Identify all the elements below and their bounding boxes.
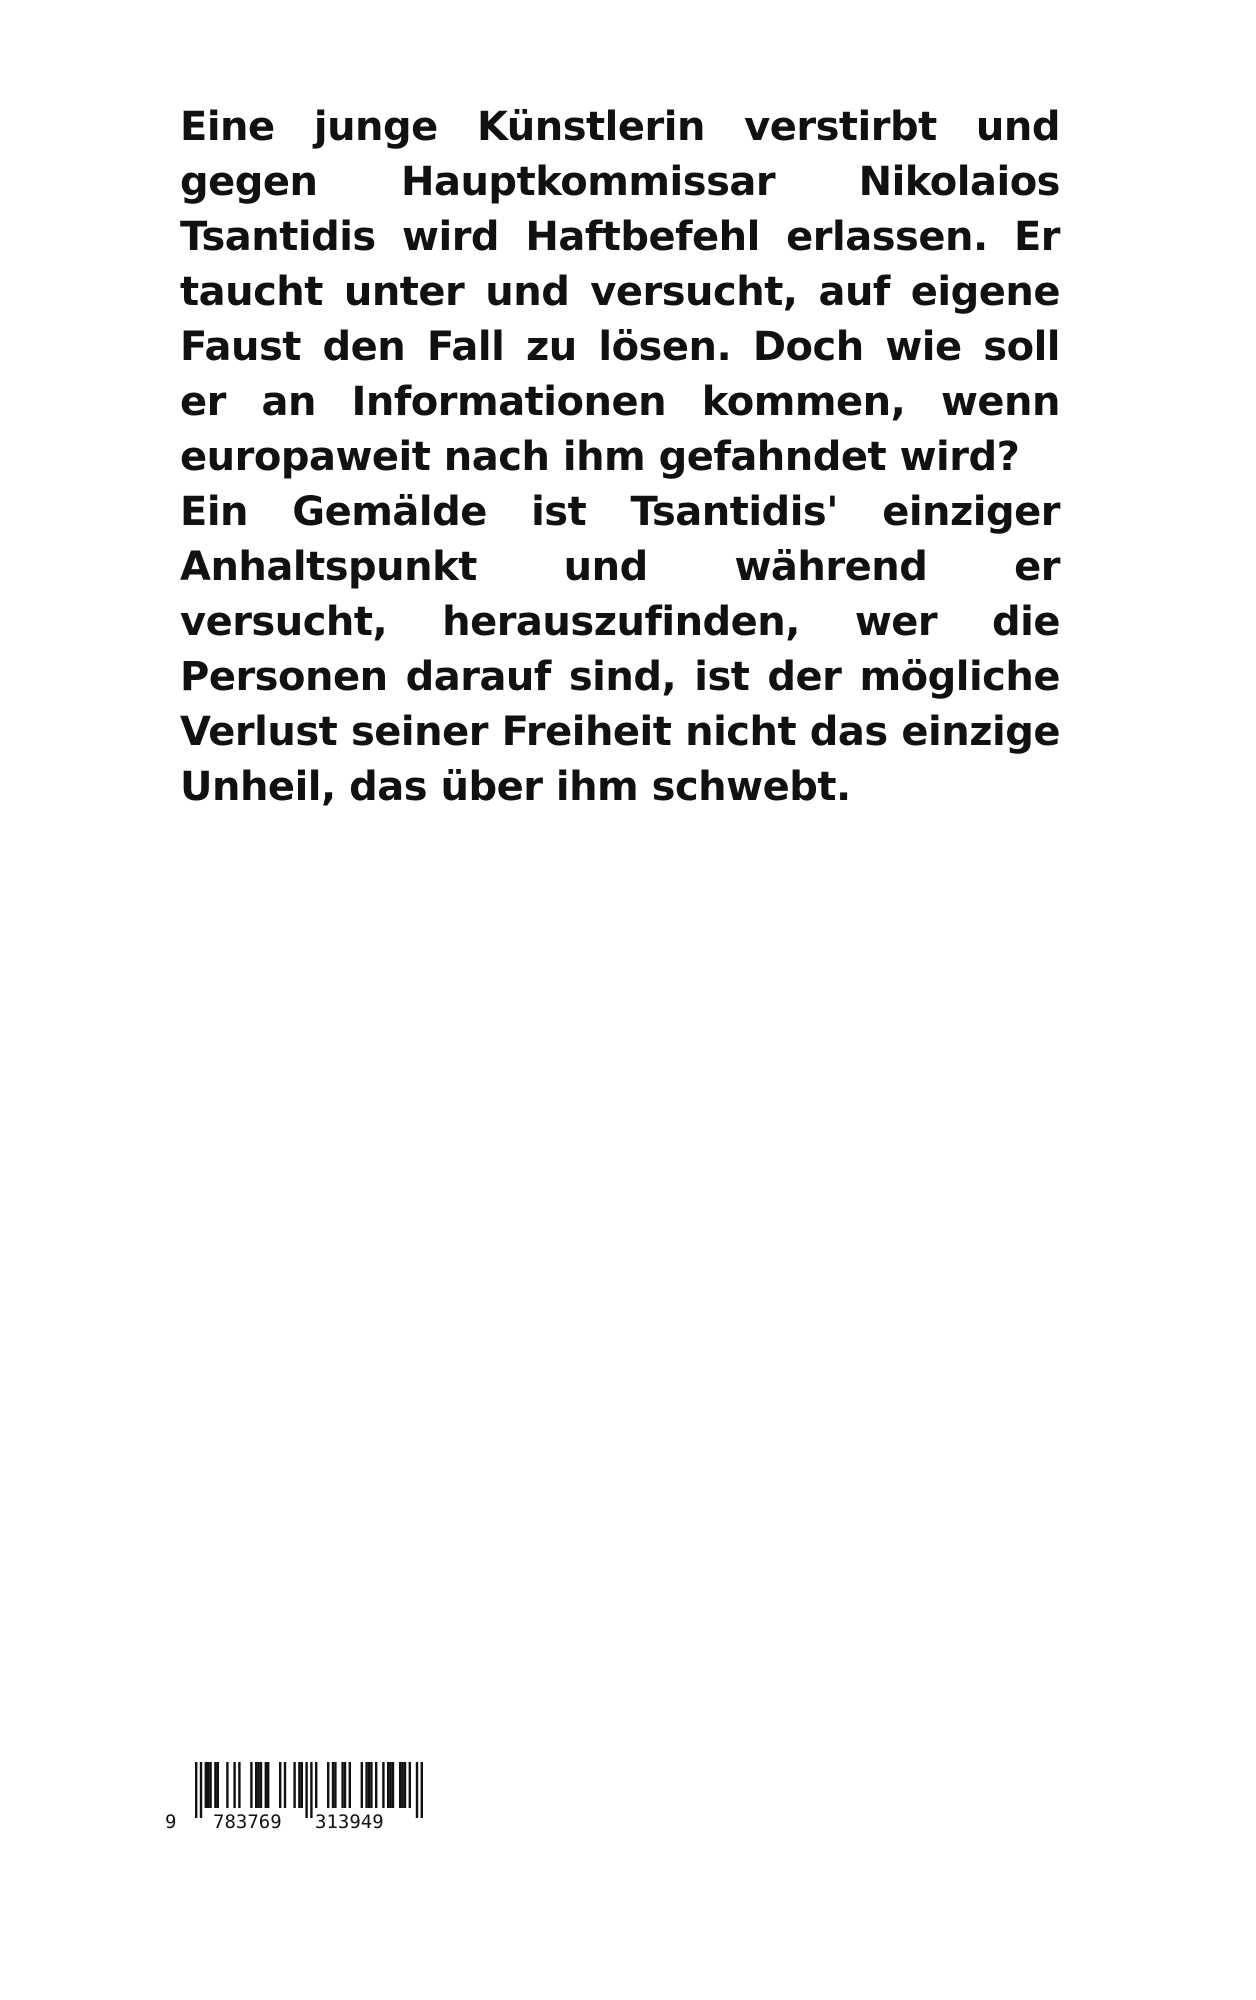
blurb-paragraph-1: Eine junge Künstlerin verstirbt und gegen Hauptkommissar Nikolaios Tsantidis wird Haftbefehl erlassen. Er taucht unter und versucht, auf eigene Faust den Fall zu lösen. Doch wie soll er an Informationen kommen, wenn europaweit nach ihm gefahndet wird?: [180, 104, 1060, 480]
barcode-bar: [284, 1762, 286, 1808]
barcode-bar: [265, 1762, 267, 1808]
barcode-bar: [207, 1762, 209, 1808]
barcode-bar: [399, 1762, 401, 1808]
barcode-bar: [267, 1762, 269, 1808]
barcode-bar: [341, 1762, 343, 1808]
barcode-bar: [250, 1762, 252, 1808]
barcode-bar: [255, 1762, 257, 1808]
barcode-bar: [226, 1762, 228, 1808]
barcode-bar: [401, 1762, 403, 1808]
barcode-bar: [334, 1762, 336, 1808]
barcode-bar: [375, 1762, 377, 1808]
barcode-bar: [344, 1762, 346, 1808]
barcode-bar: [332, 1762, 334, 1808]
barcode-bar: [205, 1762, 207, 1808]
barcode-bar: [327, 1762, 329, 1808]
barcode-bar: [260, 1762, 262, 1808]
isbn-barcode: [165, 1762, 435, 1832]
isbn-left-group: 783769: [213, 1811, 282, 1833]
barcode-bar: [315, 1762, 317, 1808]
barcode-bar: [301, 1762, 303, 1808]
barcode-bar: [214, 1762, 216, 1808]
isbn-right-group: 313949: [315, 1811, 384, 1833]
barcode-bar: [392, 1762, 394, 1808]
blurb-paragraph-2: Ein Gemälde ist Tsantidis' einziger Anhaltspunkt und während er versucht, herauszufinden, wer die Personen darauf sind, ist der mögliche Verlust seiner Freiheit nicht das einzige Unheil, das über ihm schwebt.: [180, 489, 1060, 810]
barcode-bar: [233, 1762, 235, 1808]
barcode-bar: [298, 1762, 300, 1808]
isbn-lead-digit: 9: [165, 1811, 177, 1833]
barcode-bar: [361, 1762, 363, 1808]
barcode-bar: [217, 1762, 219, 1808]
barcode-bar: [389, 1762, 391, 1808]
barcode-bar: [368, 1762, 370, 1808]
barcode-bar: [257, 1762, 259, 1808]
barcode-bar: [349, 1762, 351, 1808]
barcode-bar: [387, 1762, 389, 1808]
barcode-bar: [293, 1762, 295, 1808]
barcode-bar: [279, 1762, 281, 1808]
barcode-bar: [404, 1762, 406, 1808]
barcode-bar: [209, 1762, 211, 1808]
back-cover-blurb: [180, 100, 1060, 815]
barcode-bar: [382, 1762, 384, 1808]
isbn-digits: [165, 1810, 435, 1834]
barcode-bar: [238, 1762, 240, 1808]
barcode-bar: [409, 1762, 411, 1808]
barcode-bar: [365, 1762, 367, 1808]
barcode-bar: [370, 1762, 372, 1808]
